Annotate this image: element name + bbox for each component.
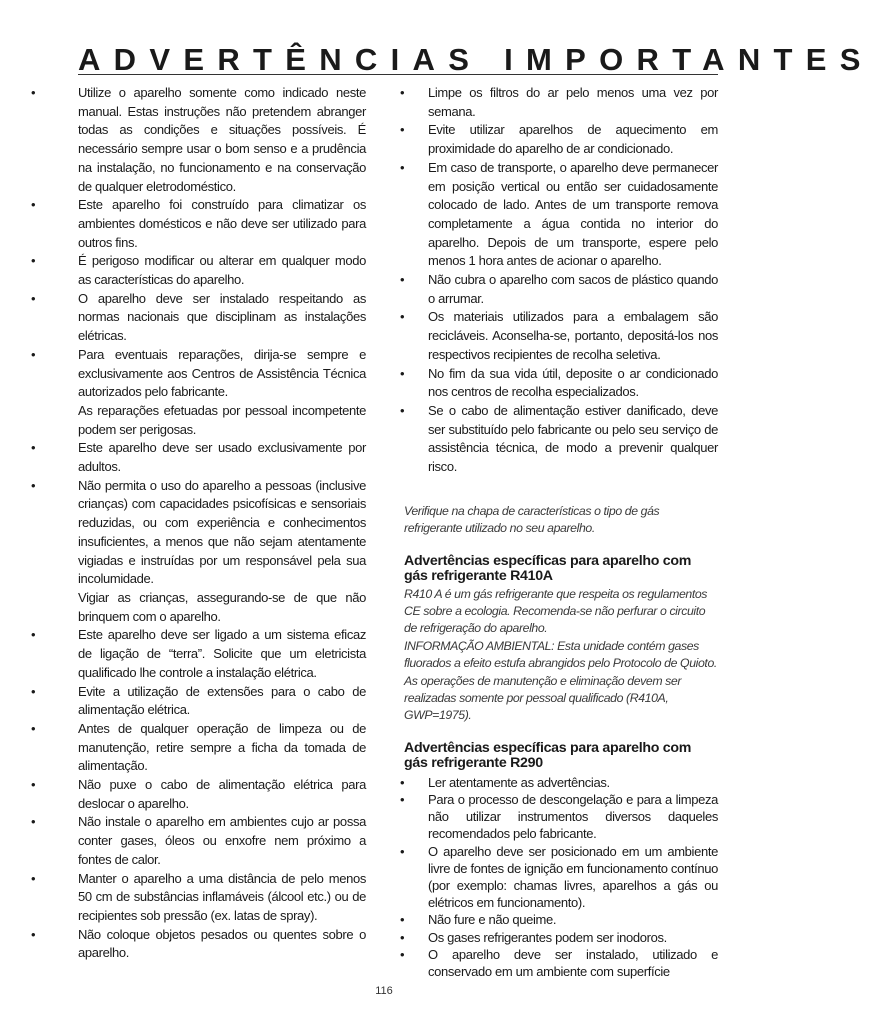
list-item (400, 365, 718, 402)
list-item-text: Não permita o uso do aparelho a pessoas (inclusive crianças) com capacidades psicofísicas e sensoriais reduzidas, ou com experiência e conhecimentos insuficientes, a menos que não sejam atentamente vigiadas e instruídas por um responsável pela sua incolumidade. (78, 477, 366, 587)
bullet-marker: • (400, 159, 405, 175)
list-item-text: Utilize o aparelho somente como indicado neste manual. Estas instruções não pretendem abranger todas as condições e situações possíveis. É necessário sempre usar o bom senso e a prudência na instalação, no funcionamento e na conservação de qualquer eletrodoméstico. (78, 85, 366, 194)
list-item-text: Evite utilizar aparelhos de aquecimento em proximidade do aparelho de ar condicionado. (428, 122, 718, 157)
bullet-marker: • (31, 870, 36, 886)
bullet-marker: • (31, 926, 36, 942)
bullet-marker: • (400, 843, 405, 859)
bullet-marker: • (400, 309, 405, 325)
list-item-text: Não puxe o cabo de alimentação elétrica para deslocar o aparelho. (78, 777, 366, 811)
bullet-marker: • (31, 253, 36, 269)
r290-heading: Advertências específicas para aparelho com gás refrigerante R290 (404, 739, 692, 772)
bullet-marker: • (400, 85, 405, 100)
bullet-marker: • (400, 912, 405, 928)
list-item-text: O aparelho deve ser instalado, utilizado e conservado em um ambiente com superfície (428, 946, 718, 980)
bullet-marker: • (31, 85, 36, 100)
r410a-heading: Advertências específicas para aparelho com gás refrigerante R410A (404, 552, 692, 585)
list-item (31, 290, 366, 346)
left-column (31, 84, 366, 963)
list-item-text: Vigiar as crianças, assegurando-se de que não brinquem com o aparelho. (78, 589, 366, 624)
list-item (31, 477, 366, 627)
list-item-text: Se o cabo de alimentação estiver danificado, deve ser substituído pelo fabricante ou pelo seu serviço de assistência técnica, de modo a prevenir qualquer risco. (428, 402, 718, 475)
list-item-text: O aparelho deve ser instalado respeitando as normas nacionais que disciplinam as instalações elétricas. (78, 290, 366, 344)
list-item (400, 774, 718, 791)
gas-type-note: Verifique na chapa de características o tipo de gás refrigerante utilizado no seu aparelho. (404, 503, 660, 536)
bullet-marker: • (400, 272, 405, 288)
list-item (400, 271, 718, 308)
bullet-marker: • (31, 290, 36, 306)
list-item-text: Este aparelho deve ser ligado a um sistema eficaz de ligação de “terra”. Solicite que um eletricista qualificado lhe controle a instalação elétrica. (78, 627, 366, 680)
r410a-paragraph: R410 A é um gás refrigerante que respeita os regulamentos CE sobre a ecologia. Recomenda-se não perfurar o circuito de refrigeração do aparelho. (404, 586, 708, 636)
list-item-text: Antes de qualquer operação de limpeza ou de manutenção, retire sempre a ficha da tomada de alimentação. (78, 720, 366, 774)
list-item (31, 84, 366, 196)
list-item (400, 121, 718, 158)
bullet-marker: • (400, 365, 405, 381)
bullet-marker: • (31, 346, 36, 362)
bullet-marker: • (31, 627, 36, 643)
list-item-text: É perigoso modificar ou alterar em qualquer modo as características do aparelho. (78, 253, 366, 288)
bullet-marker: • (31, 440, 36, 456)
list-item (31, 813, 366, 869)
list-item-text: Manter o aparelho a uma distância de pelo menos 50 cm de substâncias inflamáveis (álcool etc.) ou de recipientes sob pressão (ex. latas de spray). (78, 870, 366, 923)
list-item-text: Não cubra o aparelho com sacos de plástico quando o arrumar. (428, 272, 718, 306)
list-item (400, 791, 718, 843)
list-item (31, 439, 366, 476)
list-item (31, 870, 366, 926)
list-item-text: Este aparelho deve ser usado exclusivamente por adultos. (78, 440, 366, 475)
bullet-marker: • (31, 777, 36, 793)
list-item-text: Para o processo de descongelação e para a limpeza não utilizar instrumentos diversos daqueles recomendados pelo fabricante. (428, 792, 718, 842)
list-item-text: Limpe os filtros do ar pelo menos uma vez por semana. (428, 85, 718, 119)
bullet-marker: • (31, 683, 36, 699)
page-number: 116 (375, 985, 393, 997)
right-warnings-list (400, 84, 718, 477)
bullet-marker: • (400, 929, 405, 945)
list-item (31, 196, 366, 252)
list-item-text: As reparações efetuadas por pessoal incompetente podem ser perigosas. (78, 402, 366, 437)
bullet-marker: • (400, 122, 405, 138)
bullet-marker: • (31, 814, 36, 830)
list-item-text: Os gases refrigerantes podem ser inodoros. (428, 929, 667, 945)
bullet-marker: • (400, 946, 405, 962)
left-warnings-list (31, 84, 366, 963)
r410a-text (404, 586, 718, 725)
list-item (400, 843, 718, 912)
list-item (400, 84, 718, 121)
bullet-marker: • (400, 792, 405, 808)
list-item (400, 308, 718, 364)
list-item (400, 929, 718, 946)
bullet-marker: • (400, 774, 405, 790)
list-item-text: Ler atentamente as advertências. (428, 774, 610, 790)
bullet-marker: • (31, 197, 36, 213)
list-item-text: O aparelho deve ser posicionado em um ambiente livre de fontes de ignição em funcionamento contínuo (por exemplo: chamas livres, aparelhos a gás ou elétricos em funcionamento). (428, 843, 718, 911)
list-item (400, 946, 718, 980)
list-item-text: Os materiais utilizados para a embalagem são recicláveis. Aconselha-se, portanto, depositá-los nos respectivos recipientes de recolha seletiva. (428, 309, 718, 362)
list-item (31, 346, 366, 440)
list-item (31, 252, 366, 289)
right-column (400, 84, 718, 980)
bullet-marker: • (31, 720, 36, 736)
list-item (400, 402, 718, 477)
list-item-text: Este aparelho foi construído para climatizar os ambientes domésticos e não deve ser utilizado para outros fins. (78, 197, 366, 250)
list-item-text: Não instale o aparelho em ambientes cujo ar possa conter gases, óleos ou enxofre nem próximo a fontes de calor. (78, 814, 366, 867)
list-item (31, 926, 366, 963)
list-item-text: Evite a utilização de extensões para o cabo de alimentação elétrica. (78, 683, 366, 718)
bullet-marker: • (400, 402, 405, 418)
list-item (400, 911, 718, 928)
list-item-text: Não coloque objetos pesados ou quentes sobre o aparelho. (78, 926, 366, 961)
list-item (31, 776, 366, 813)
list-item-text: Não fure e não queime. (428, 912, 557, 928)
page-title: ADVERTÊNCIAS IMPORTANTES (78, 42, 874, 77)
list-item (400, 159, 718, 271)
title-underline (78, 74, 718, 75)
list-item (31, 683, 366, 720)
list-item (31, 720, 366, 776)
list-item (31, 626, 366, 682)
bullet-marker: • (31, 477, 36, 493)
list-item-text: No fim da sua vida útil, deposite o ar condicionado nos centros de recolha especializados. (428, 365, 718, 400)
r290-warnings-list (400, 774, 718, 980)
list-item-text: Em caso de transporte, o aparelho deve permanecer em posição vertical ou então ser cuidadosamente colocado de lado. Antes de um transporte remova completamente a água contida no interior do aparelho. Depois de um transporte, espere pelo menos 1 hora antes de acionar o aparelho. (428, 159, 718, 269)
r410a-environmental-info: INFORMAÇÃO AMBIENTAL: Esta unidade contém gases fluorados a efeito estufa abrangidos pelo Protocolo de Quioto. As operações de manutenção e eliminação devem ser realizadas somente por pessoal qualificado (R410A, GWP=1975). (404, 638, 717, 723)
list-item-text: Para eventuais reparações, dirija-se sempre e exclusivamente aos Centros de Assistência Técnica autorizados pelo fabricante. (78, 346, 366, 400)
